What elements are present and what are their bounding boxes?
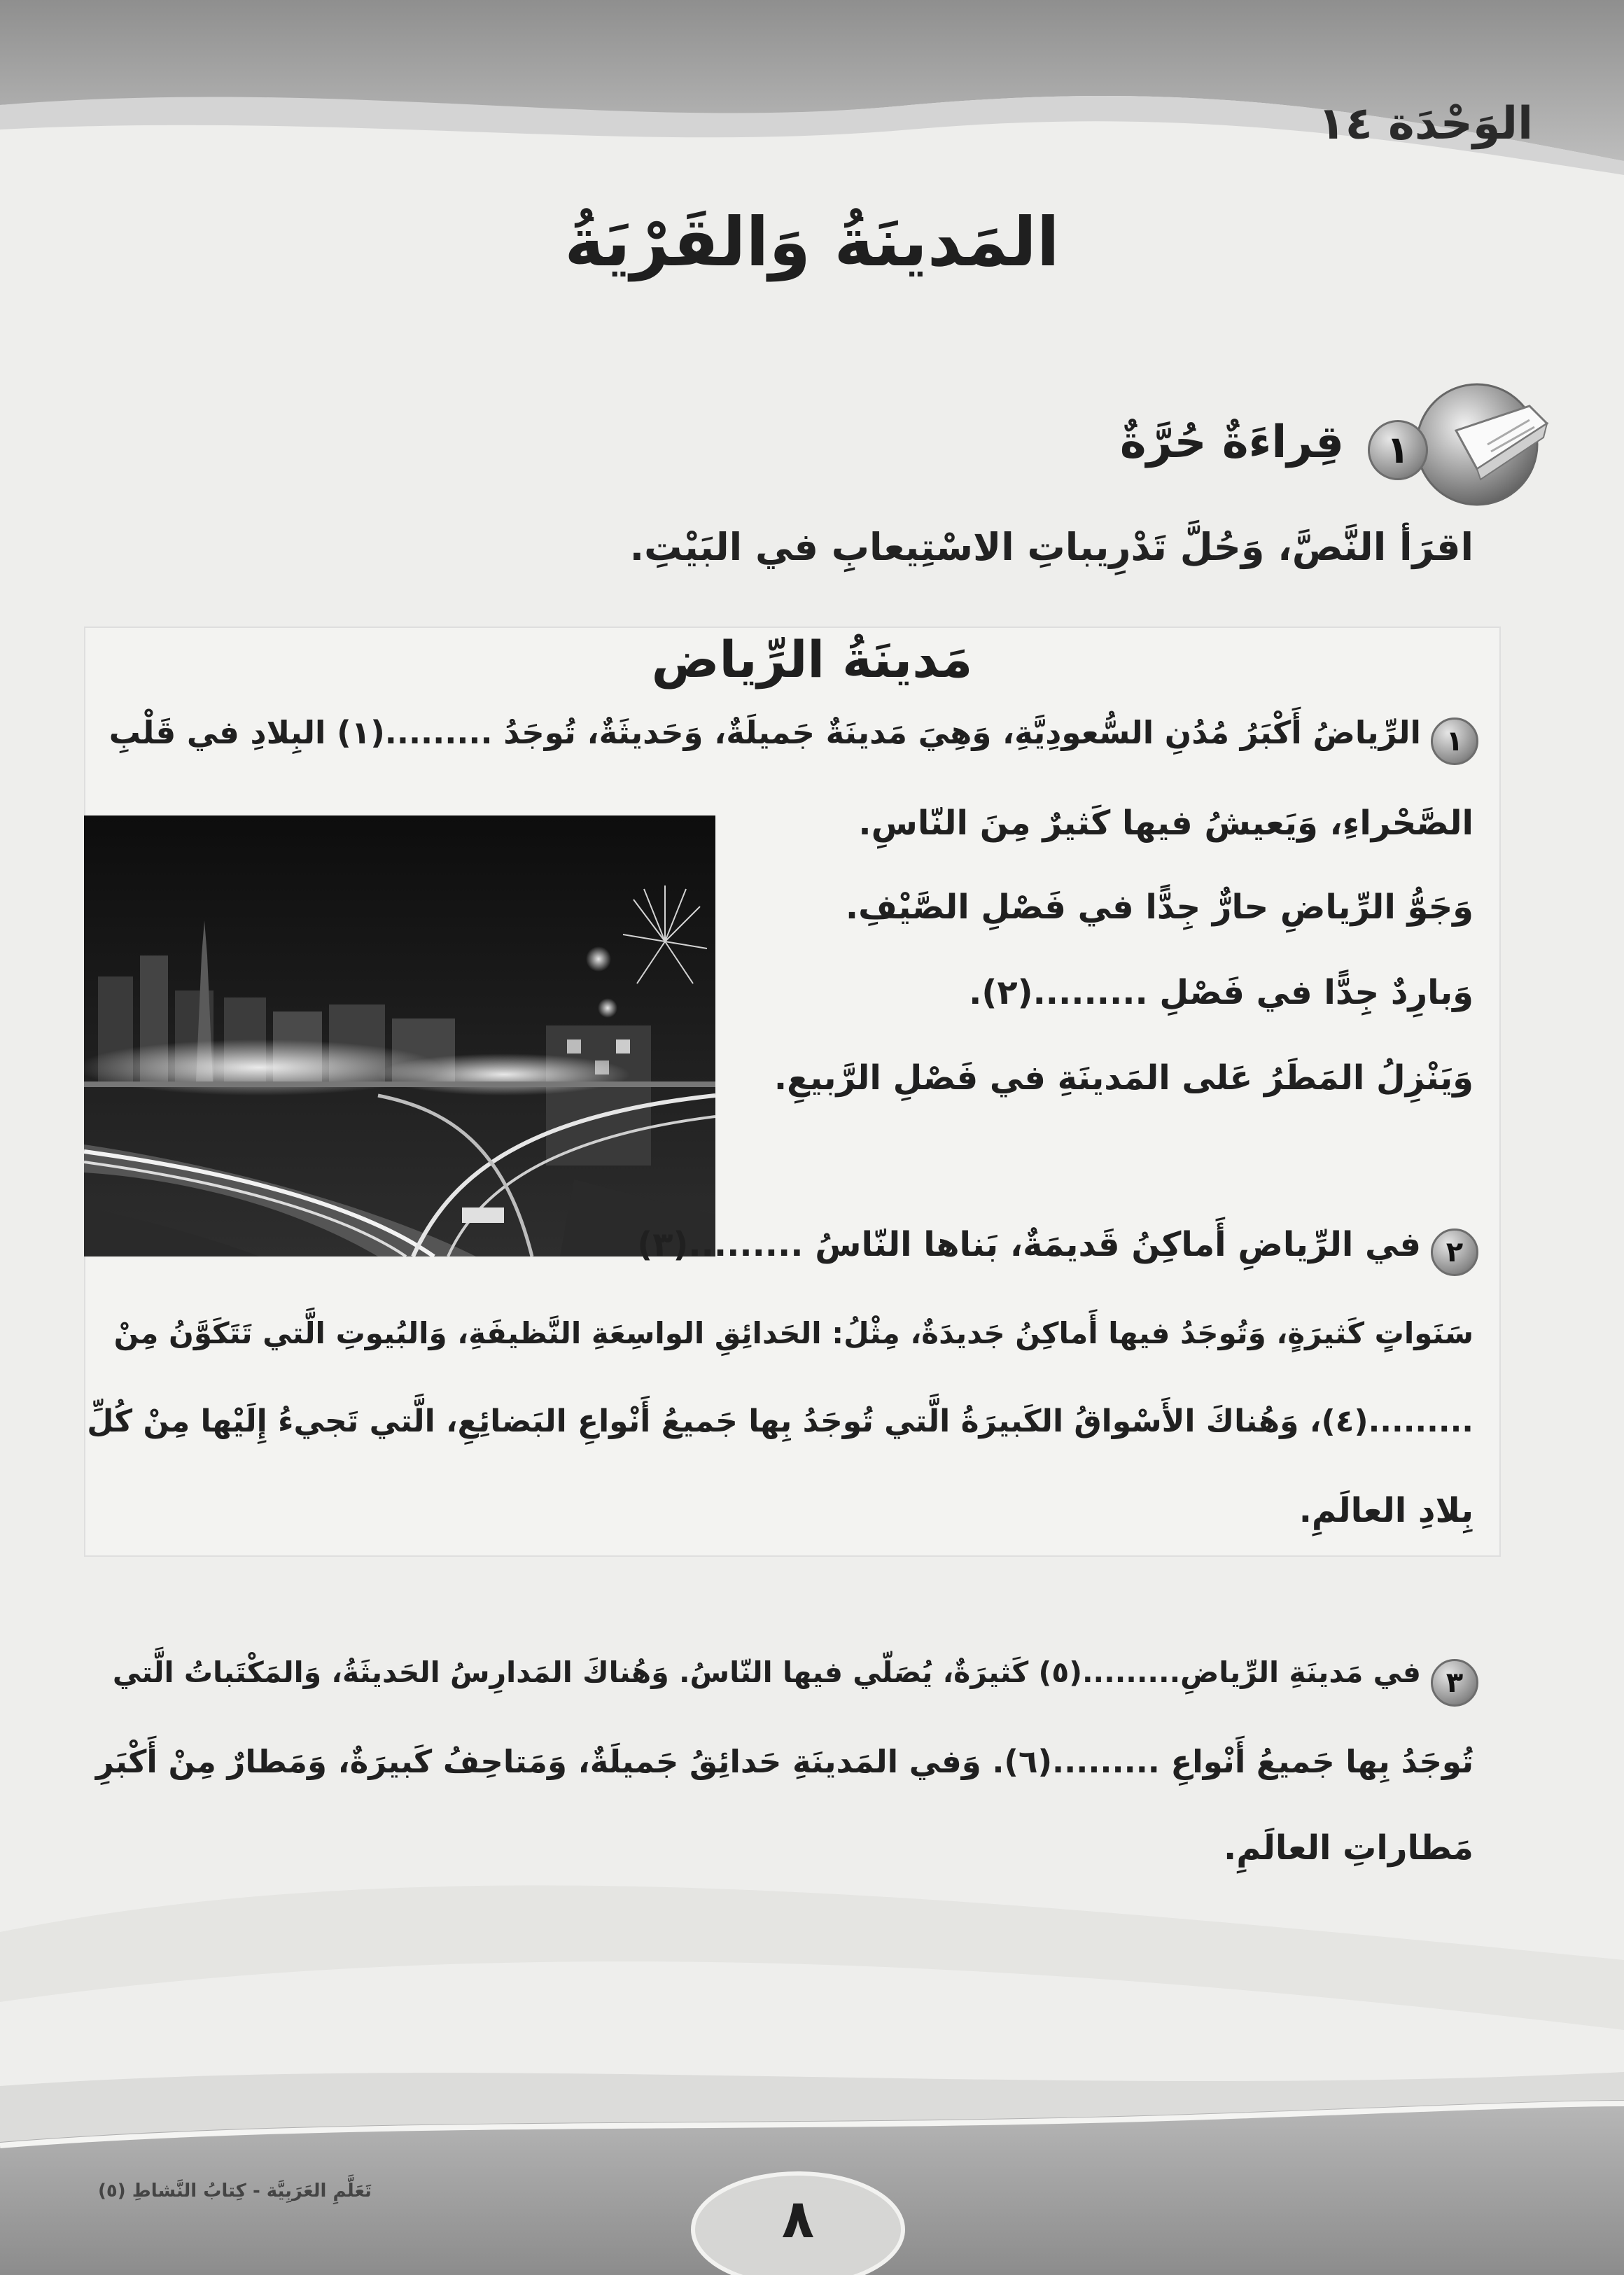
paragraph-2-line-2: سَنَواتٍ كَثيرَةٍ، وَتُوجَدُ فيها أَماكِنُ جَديدَةٌ، مِثْلُ: الحَدائِقِ الواسِعَةِ النَّظيفَةِ، وَالبُيوتِ الَّتي تَتَكَوَّنُ مِنْ — [113, 1316, 1474, 1350]
paragraph-1-line-4: وَبارِدٌ جِدًّا في فَصْلِ .........(٢). — [969, 973, 1474, 1012]
paragraph-3-line-1: في مَدينَةِ الرِّياضِ.........(٥) كَثيرَةٌ، يُصَلّي فيها النّاسُ. وَهُناكَ المَدارِسُ الحَديثَةُ، وَالمَكْتَباتُ الَّتي — [112, 1656, 1421, 1689]
unit-label: الوَحْدَة ١٤ — [1317, 98, 1533, 150]
lesson-title: المَدينَةُ وَالقَرْيَةُ — [564, 203, 1060, 281]
paragraph-3-line-2: تُوجَدُ بِها جَميعُ أَنْواعِ .........(٦). وَفي المَدينَةِ حَدائِقُ جَميلَةٌ، وَمَتاحِفُ كَبيرَةٌ، وَمَطارٌ مِنْ أَكْبَرِ — [95, 1743, 1474, 1780]
paragraph-1-line-3: وَجَوُّ الرِّياضِ حارٌّ جِدًّا في فَصْلِ الصَّيْفِ. — [845, 888, 1474, 927]
paragraph-number-2: ٢ — [1431, 1228, 1478, 1276]
paragraph-3-line-3: مَطاراتِ العالَمِ. — [1223, 1828, 1474, 1868]
paragraph-number-3: ٣ — [1431, 1659, 1478, 1707]
riyadh-night-photo — [84, 816, 715, 1256]
section-title: قِراءَةٌ حُرَّةٌ — [1119, 416, 1344, 468]
paragraph-1-line-5: وَيَنْزِلُ المَطَرُ عَلى المَدينَةِ في فَصْلِ الرَّبيعِ. — [774, 1058, 1474, 1098]
paragraph-1-line-1: الرِّياضُ أَكْبَرُ مُدُنِ السُّعودِيَّةِ، وَهِيَ مَدينَةٌ جَميلَةٌ، وَحَديثَةٌ، تُوجَدُ .........(١) البِلادِ في قَلْبِ — [108, 714, 1421, 751]
section-number-badge: ١ — [1368, 420, 1428, 480]
paragraph-2-line-3: .........(٤)، وَهُناكَ الأَسْواقُ الكَبيرَةُ الَّتي تُوجَدُ بِها جَميعُ أَنْواعِ البَضائِعِ، الَّتي تَجيءُ إِلَيْها مِنْ كُلِّ — [87, 1404, 1474, 1439]
paragraph-1-line-2: الصَّحْراءِ، وَيَعيشُ فيها كَثيرٌ مِنَ النّاسِ. — [858, 804, 1474, 843]
footer-book-title: تَعَلَّمِ العَرَبِيَّة - كِتابُ النَّشاطِ (٥) — [98, 2180, 372, 2202]
page-number: ٨ — [781, 2188, 815, 2250]
passage-title: مَدينَةُ الرِّياض — [651, 630, 973, 689]
paragraph-2-line-1: في الرِّياضِ أَماكِنُ قَديمَةٌ، بَناها النّاسُ .........(٣) — [637, 1225, 1421, 1264]
paragraph-number-1: ١ — [1431, 718, 1478, 765]
paragraph-2-line-4: بِلادِ العالَمِ. — [1298, 1491, 1474, 1530]
instruction-text: اقرَأ النَّصَّ، وَحُلَّ تَدْرِيباتِ الاسْتِيعابِ في البَيْتِ. — [629, 525, 1474, 569]
